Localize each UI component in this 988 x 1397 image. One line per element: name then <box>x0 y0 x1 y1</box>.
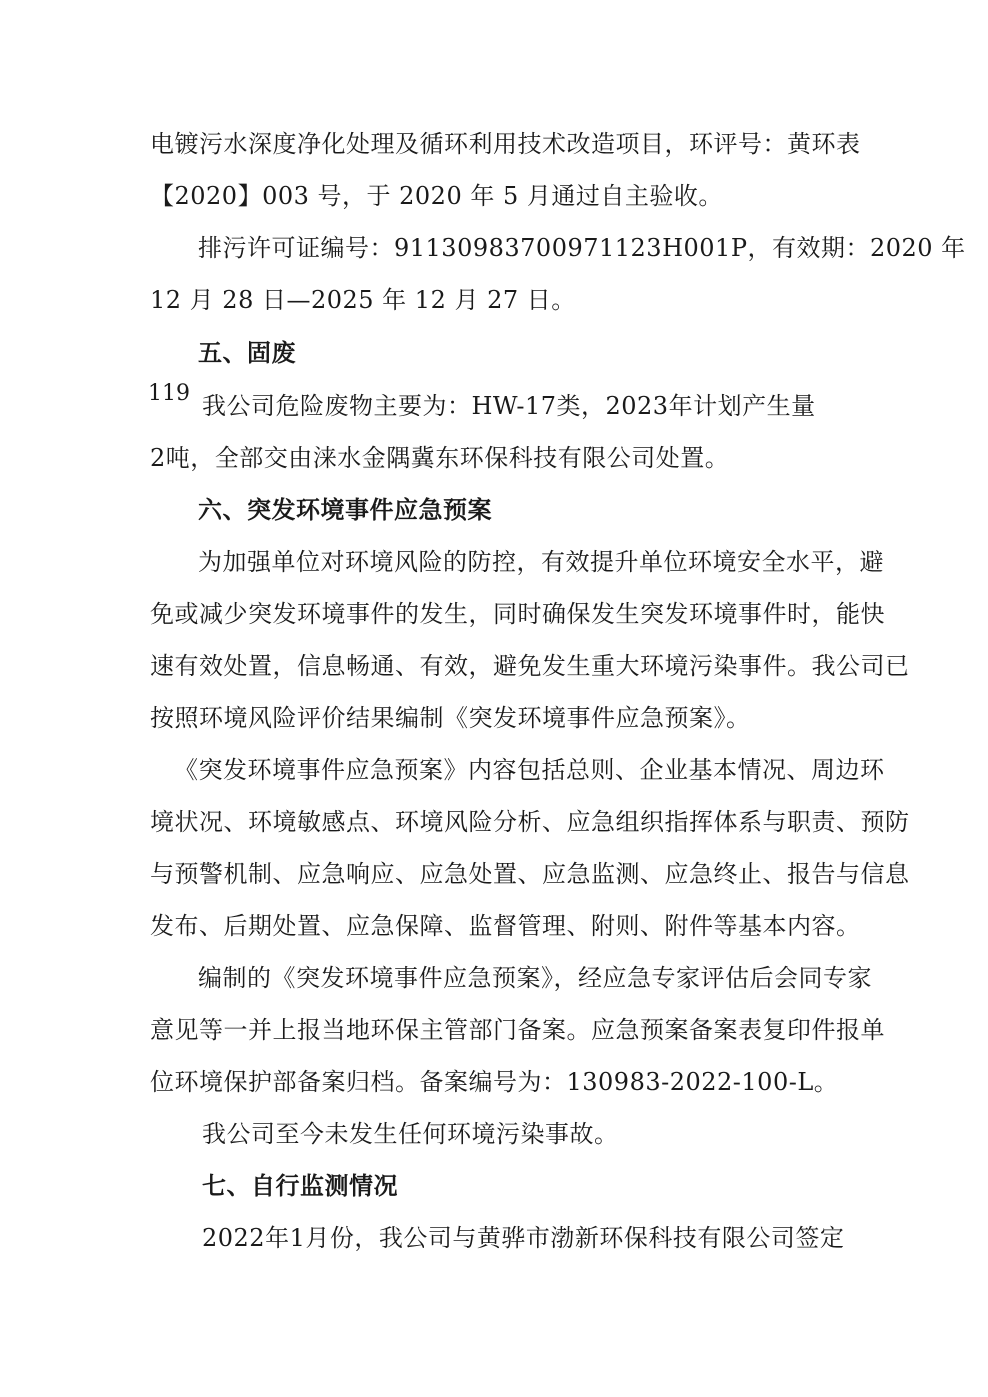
paragraph-line: 电镀污水深度净化处理及循环利用技术改造项目，环评号：黄环表 <box>150 130 861 158</box>
section-heading-solid-waste: 五、固废 <box>198 339 296 367</box>
paragraph-line: 速有效处置，信息畅通、有效，避免发生重大环境污染事件。我公司已 <box>150 652 910 680</box>
paragraph-line: 2吨，全部交由涞水金隅冀东环保科技有限公司处置。 <box>150 444 730 472</box>
paragraph-line: 【2020】003 号，于 2020 年 5 月通过自主验收。 <box>150 182 723 210</box>
page-number-marker: 119 <box>148 381 190 406</box>
section-heading-self-monitoring: 七、自行监测情况 <box>202 1172 398 1200</box>
paragraph-line: 编制的《突发环境事件应急预案》，经应急专家评估后会同专家 <box>198 964 872 992</box>
paragraph-line: 《突发环境事件应急预案》内容包括总则、企业基本情况、周边环 <box>174 756 885 784</box>
section-heading-emergency-plan: 六、突发环境事件应急预案 <box>198 496 492 524</box>
paragraph-line: 与预警机制、应急响应、应急处置、应急监测、应急终止、报告与信息 <box>150 860 910 888</box>
paragraph-line: 境状况、环境敏感点、环境风险分析、应急组织指挥体系与职责、预防 <box>150 808 910 836</box>
paragraph-line: 发布、后期处置、应急保障、监督管理、附则、附件等基本内容。 <box>150 912 861 940</box>
paragraph-line: 2022年1月份，我公司与黄骅市渤新环保科技有限公司签定 <box>202 1224 845 1252</box>
paragraph-line: 位环境保护部备案归档。备案编号为：130983-2022-100-L。 <box>150 1068 839 1096</box>
paragraph-line: 我公司至今未发生任何环境污染事故。 <box>202 1120 619 1148</box>
paragraph-line: 我公司危险废物主要为：HW-17类，2023年计划产生量 <box>202 392 816 420</box>
paragraph-line: 免或减少突发环境事件的发生，同时确保发生突发环境事件时，能快 <box>150 600 885 628</box>
paragraph-line: 意见等一并上报当地环保主管部门备案。应急预案备案表复印件报单 <box>150 1016 885 1044</box>
paragraph-line: 排污许可证编号：91130983700971123H001P，有效期：2020 年 <box>198 234 966 262</box>
paragraph-line: 为加强单位对环境风险的防控，有效提升单位环境安全水平，避 <box>198 548 884 576</box>
paragraph-line: 12 月 28 日—2025 年 12 月 27 日。 <box>150 286 576 314</box>
paragraph-line: 按照环境风险评价结果编制《突发环境事件应急预案》。 <box>150 704 751 732</box>
